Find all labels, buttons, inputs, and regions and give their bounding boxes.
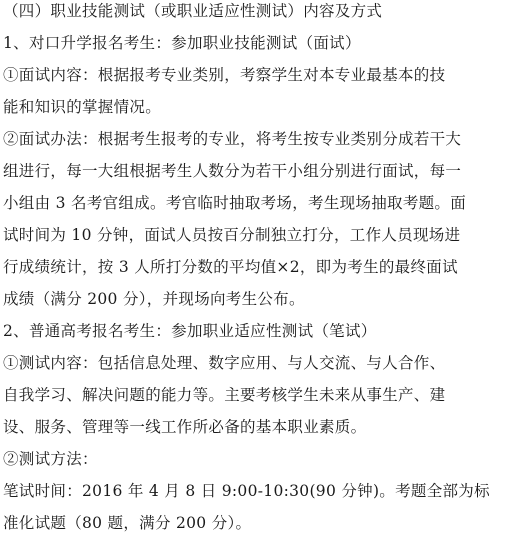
paragraph-line: 笔试时间：2016 年 4 月 8 日 9:00-10:30(90 分钟)。考题全部为标 <box>3 482 490 500</box>
paragraph-line: ②面试办法：根据考生报考的专业，将考生按专业类别分成若干大 <box>3 130 462 148</box>
paragraph-line: 准化试题（80 题，满分 200 分）。 <box>3 514 252 532</box>
section-heading: （四）职业技能测试（或职业适应性测试）内容及方式 <box>3 2 383 20</box>
paragraph-line: 设、服务、管理等一线工作所必备的基本职业素质。 <box>3 418 367 436</box>
subsection-heading-1: 1、对口升学报名考生：参加职业技能测试（面试） <box>3 34 361 52</box>
paragraph-line: 组进行，每一大组根据考生人数分为若干小组分别进行面试，每一 <box>3 162 462 180</box>
paragraph-line: ①面试内容：根据报考专业类别，考察学生对本专业最基本的技 <box>3 66 446 84</box>
paragraph-line: ①测试内容：包括信息处理、数字应用、与人交流、与人合作、 <box>3 354 446 372</box>
paragraph-line: 能和知识的掌握情况。 <box>3 98 162 116</box>
subsection-heading-2: 2、普通高考报名考生：参加职业适应性测试（笔试） <box>3 322 377 340</box>
paragraph-line: 自我学习、解决问题的能力等。主要考核学生未来从事生产、建 <box>3 386 446 404</box>
paragraph-line: 成绩（满分 200 分），并现场向考生公布。 <box>3 290 305 308</box>
paragraph-line: ②测试方法： <box>3 450 98 468</box>
paragraph-line: 小组由 3 名考官组成。考官临时抽取考场，考生现场抽取考题。面 <box>3 194 467 212</box>
paragraph-line: 行成绩统计，按 3 人所打分数的平均值×2，即为考生的最终面试 <box>3 258 458 276</box>
paragraph-line: 试时间为 10 分钟，面试人员按百分制独立打分，工作人员现场进 <box>3 226 461 244</box>
